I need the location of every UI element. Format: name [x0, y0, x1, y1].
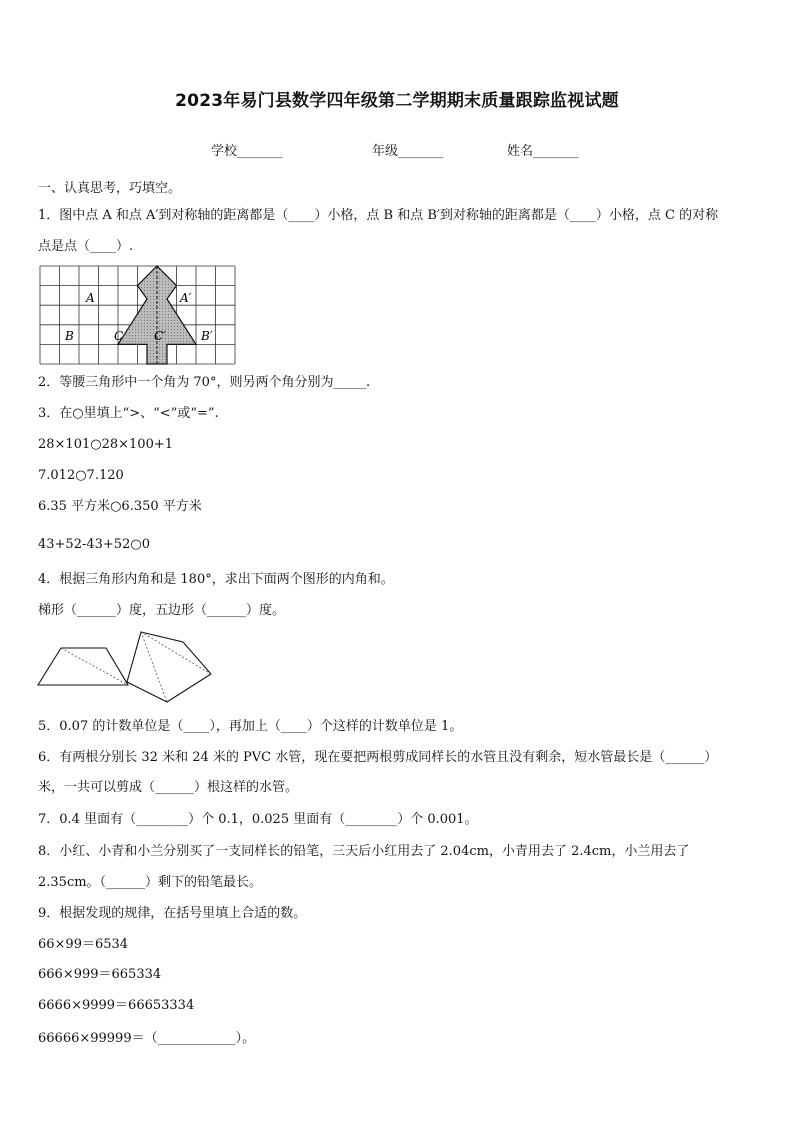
question-5: 5．0.07 的计数单位是（____），再加上（____）个这样的计数单位是 1。 — [38, 719, 463, 734]
question-9-item: 66×99＝6534 — [38, 937, 129, 952]
question-6-line-2: 米，一共可以剪成（______）根这样的水管。 — [38, 780, 299, 795]
question-8-line-1: 8．小红、小青和小兰分别买了一支同样长的铅笔，三天后小红用去了 2.04cm，小青用去了 2.4cm，小兰用去了 — [38, 844, 690, 859]
question-1-line-2: 点是点（____）. — [38, 239, 134, 254]
question-3-item: 7.012○7.120 — [38, 468, 124, 483]
section-heading: 一、认真思考，巧填空。 — [38, 181, 182, 196]
question-9-item: 666×999＝665334 — [38, 967, 162, 982]
tree-shape — [118, 266, 196, 364]
label-A-prime: A′ — [180, 291, 192, 305]
label-B-prime: B′ — [201, 329, 213, 343]
pentagon-figure — [125, 630, 215, 705]
trapezoid-figure — [36, 645, 131, 687]
question-2: 2．等腰三角形中一个角为 70°，则另两个角分别为_____. — [38, 375, 371, 390]
question-3-stem: 3．在○里填上“>、“<”或“=”. — [38, 406, 219, 421]
question-3-item: 6.35 平方米○6.350 平方米 — [38, 499, 202, 514]
label-C-prime: C′ — [154, 329, 166, 343]
symmetry-tree-figure — [38, 265, 238, 365]
page-title: 2023年易门县数学四年级第二学期期末质量跟踪监视试题 — [175, 91, 619, 111]
label-A: A — [86, 291, 95, 305]
question-7: 7．0.4 里面有（________）个 0.1，0.025 里面有（________）个 0.001。 — [38, 812, 478, 827]
question-3-item: 43+52-43+52○0 — [38, 537, 150, 552]
question-6-line-1: 6．有两根分别长 32 米和 24 米的 PVC 水管，现在要把两根剪成同样长的水管且没有剩余，短水管最长是（______） — [38, 750, 718, 765]
grade-field: 年级_______ — [372, 144, 444, 159]
question-9-stem: 9．根据发现的规律，在括号里填上合适的数。 — [38, 906, 307, 921]
question-9-item: 66666×99999＝（____________）。 — [38, 1031, 256, 1046]
name-field: 姓名_______ — [507, 144, 579, 159]
question-8-line-2: 2.35cm。（______）剩下的铅笔最长。 — [38, 875, 263, 890]
question-3-item: 28×101○28×100+1 — [38, 437, 174, 452]
school-field: 学校_______ — [211, 144, 283, 159]
question-1-line-1: 1．图中点 A 和点 A′到对称轴的距离都是（____）小格，点 B 和点 B′到对称轴的距离都是（____）小格，点 C 的对称 — [38, 208, 719, 223]
question-4-stem: 4．根据三角形内角和是 180°，求出下面两个图形的内角和。 — [38, 572, 394, 587]
question-4-answer: 梯形（______）度，五边形（______）度。 — [38, 603, 286, 618]
label-C: C — [114, 329, 124, 343]
label-B: B — [65, 329, 74, 343]
question-9-item: 6666×9999＝66653334 — [38, 998, 195, 1013]
